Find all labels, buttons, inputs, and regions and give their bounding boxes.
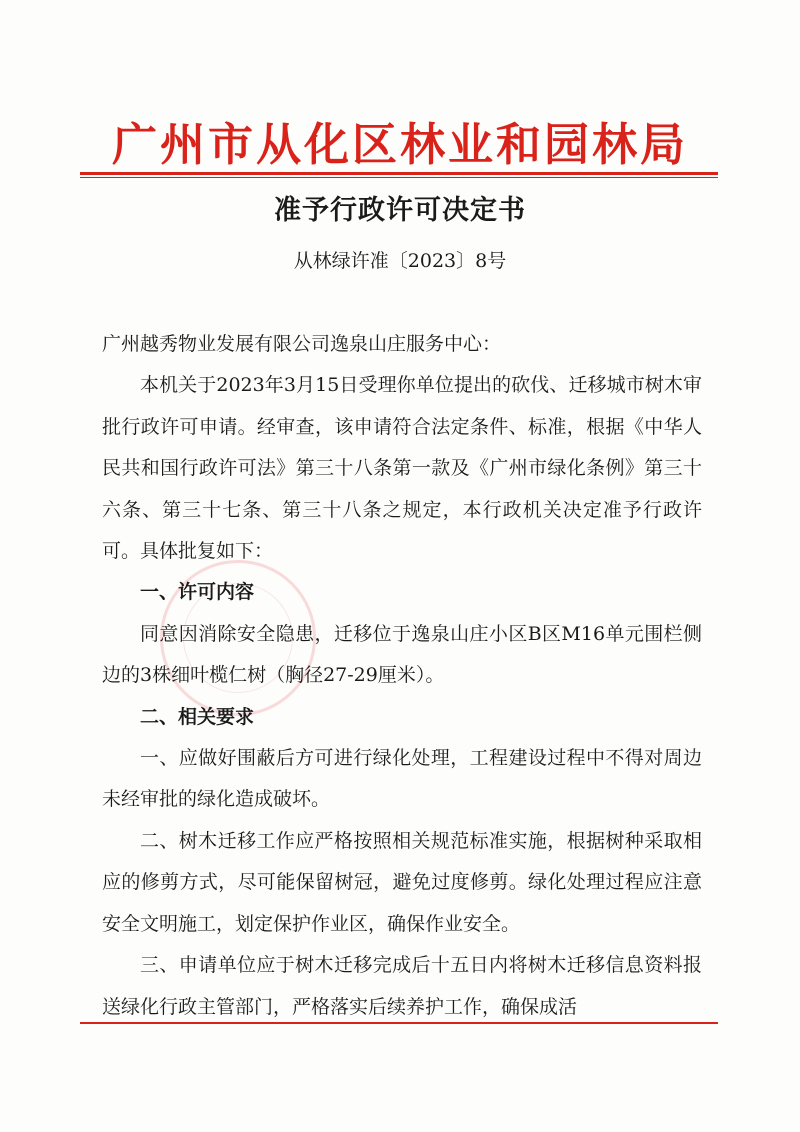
document-body bbox=[102, 324, 702, 1028]
requirement-3: 三、申请单位应于树木迁移完成后十五日内将树木迁移信息资料报送绿化行政主管部门，严格落实后续养护工作，确保成活 bbox=[102, 954, 702, 1018]
addressee: 广州越秀物业发展有限公司逸泉山庄服务中心： bbox=[102, 333, 502, 355]
document-title: 准予行政许可决定书 bbox=[274, 195, 526, 226]
intro-paragraph: 本机关于2023年3月15日受理你单位提出的砍伐、迁移城市树木审批行政许可申请。经审查，该申请符合法定条件、标准，根据《中华人民共和国行政许可法》第三十八条第一款及《广州市绿化条例》第三十六条、第三十七条、第三十八条之规定，本行政机关决定准予行政许可。具体批复如下： bbox=[102, 374, 702, 563]
requirement-2: 二、树木迁移工作应严格按照相关规范标准实施，根据树种采取相应的修剪方式，尽可能保留树冠，避免过度修剪。绿化处理过程应注意安全文明施工，划定保护作业区，确保作业安全。 bbox=[102, 829, 702, 935]
section-heading-license-content: 一、许可内容 bbox=[140, 581, 255, 604]
section-heading-requirements: 二、相关要求 bbox=[140, 705, 255, 728]
issuing-authority-title: 广州市从化区林业和园林局 bbox=[111, 118, 688, 171]
license-content-paragraph: 同意因消除安全隐患，迁移位于逸泉山庄小区B区M16单元围栏侧边的3株细叶榄仁树（胸径27-29厘米）。 bbox=[102, 622, 702, 687]
header-red-rule-thin bbox=[80, 177, 718, 178]
requirement-1: 一、应做好围蔽后方可进行绿化处理，工程建设过程中不得对周边未经审批的绿化造成破坏。 bbox=[102, 747, 702, 811]
footer-red-rule bbox=[80, 1022, 718, 1024]
document-number: 从林绿许准〔2023〕8号 bbox=[293, 250, 507, 272]
header-red-rule bbox=[80, 172, 718, 175]
